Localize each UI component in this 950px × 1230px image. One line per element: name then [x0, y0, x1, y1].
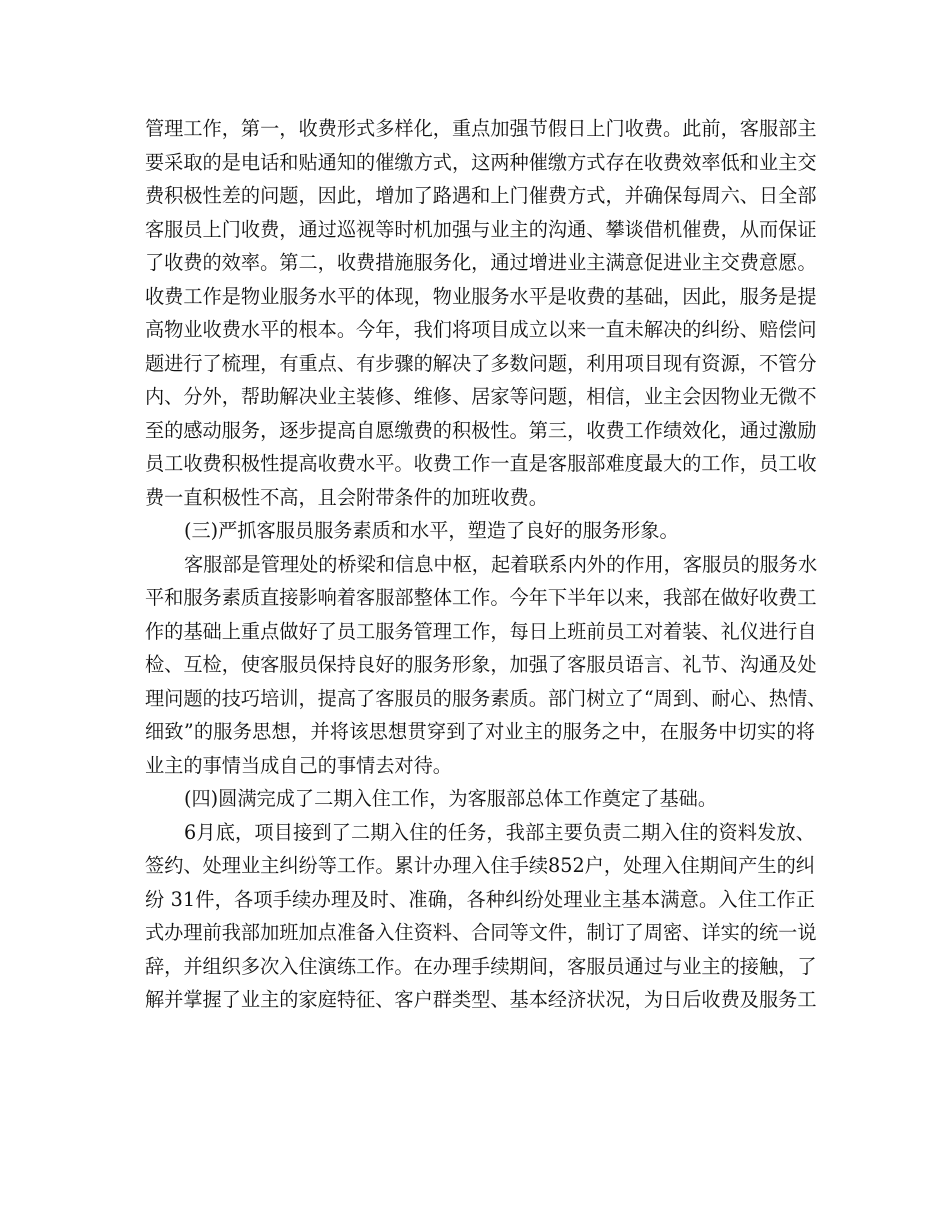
text-line: 费一直积极性不高，且会附带条件的加班收费。	[145, 485, 548, 509]
text-line: 平和服务素质直接影响着客服部整体工作。今年下半年以来，我部在做好收费工	[145, 586, 817, 609]
text-line: 签约、处理业主纠纷等工作。累计办理入住手续852户，处理入住期间产生的纠	[145, 854, 815, 877]
text-line: 费积极性差的问题，因此，增加了路遇和上门催费方式，并确保每周六、日全部	[145, 184, 817, 207]
text-line: 检、互检，使客服员保持良好的服务形象，加强了客服员语言、礼节、沟通及处	[145, 653, 817, 676]
text-line: 式办理前我部加班加点准备入住资料、合同等文件，制订了周密、详实的统一说	[145, 921, 817, 944]
text-line: 作的基础上重点做好了员工服务管理工作，每日上班前员工对着装、礼仪进行自	[145, 619, 817, 643]
text-line: 理问题的技巧培训，提高了客服员的服务素质。部门树立了“周到、耐心、热情、	[145, 686, 827, 710]
text-line: 要采取的是电话和贴通知的催缴方式，这两种催缴方式存在收费效率低和业主交	[145, 150, 817, 174]
text-line: 内、分外，帮助解决业主装修、维修、居家等问题，相信，业主会因物业无微不	[145, 385, 817, 408]
text-line: 细致”的服务思想，并将该思想贯穿到了对业主的服务之中，在服务中切实的将	[145, 720, 815, 743]
text-line: 高物业收费水平的根本。今年，我们将项目成立以来一直未解决的纠纷、赔偿问	[145, 318, 817, 341]
text-line: 至的感动服务，逐步提高自愿缴费的积极性。第三，收费工作绩效化，通过激励	[145, 418, 817, 442]
text-line: 客服部是管理处的桥梁和信息中枢，起着联系内外的作用，客服员的服务水	[184, 552, 818, 576]
text-line: 题进行了梳理，有重点、有步骤的解决了多数问题，利用项目现有资源，不管分	[145, 351, 817, 375]
text-line: 6月底，项目接到了二期入住的任务，我部主要负责二期入住的资料发放、	[184, 820, 815, 844]
text-line: 辞，并组织多次入住演练工作。在办理手续期间，客服员通过与业主的接触，了	[145, 954, 817, 978]
text-line: (三)严抓客服员服务素质和水平，塑造了良好的服务形象。	[184, 519, 679, 542]
text-line: (四)圆满完成了二期入住工作，为客服部总体工作奠定了基础。	[184, 787, 718, 810]
text-line: 了收费的效率。第二，收费措施服务化，通过增进业主满意促进业主交费意愿。	[145, 251, 817, 274]
text-line: 收费工作是物业服务水平的体现，物业服务水平是收费的基础，因此，服务是提	[145, 284, 817, 308]
text-line: 管理工作，第一，收费形式多样化，重点加强节假日上门收费。此前，客服部主	[145, 117, 817, 140]
text-line: 员工收费积极性提高收费水平。收费工作一直是客服部难度最大的工作，员工收	[145, 452, 817, 475]
document-body	[145, 112, 827, 1017]
text-line: 客服员上门收费，通过巡视等时机加强与业主的沟通、攀谈借机催费，从而保证	[145, 217, 817, 241]
text-line: 业主的事情当成自己的事情去对待。	[145, 753, 452, 777]
text-line: 纷 31件，各项手续办理及时、准确，各种纠纷处理业主基本满意。入住工作正	[145, 887, 815, 911]
text-line: 解并掌握了业主的家庭特征、客户群类型、基本经济状况，为日后收费及服务工	[145, 988, 817, 1011]
